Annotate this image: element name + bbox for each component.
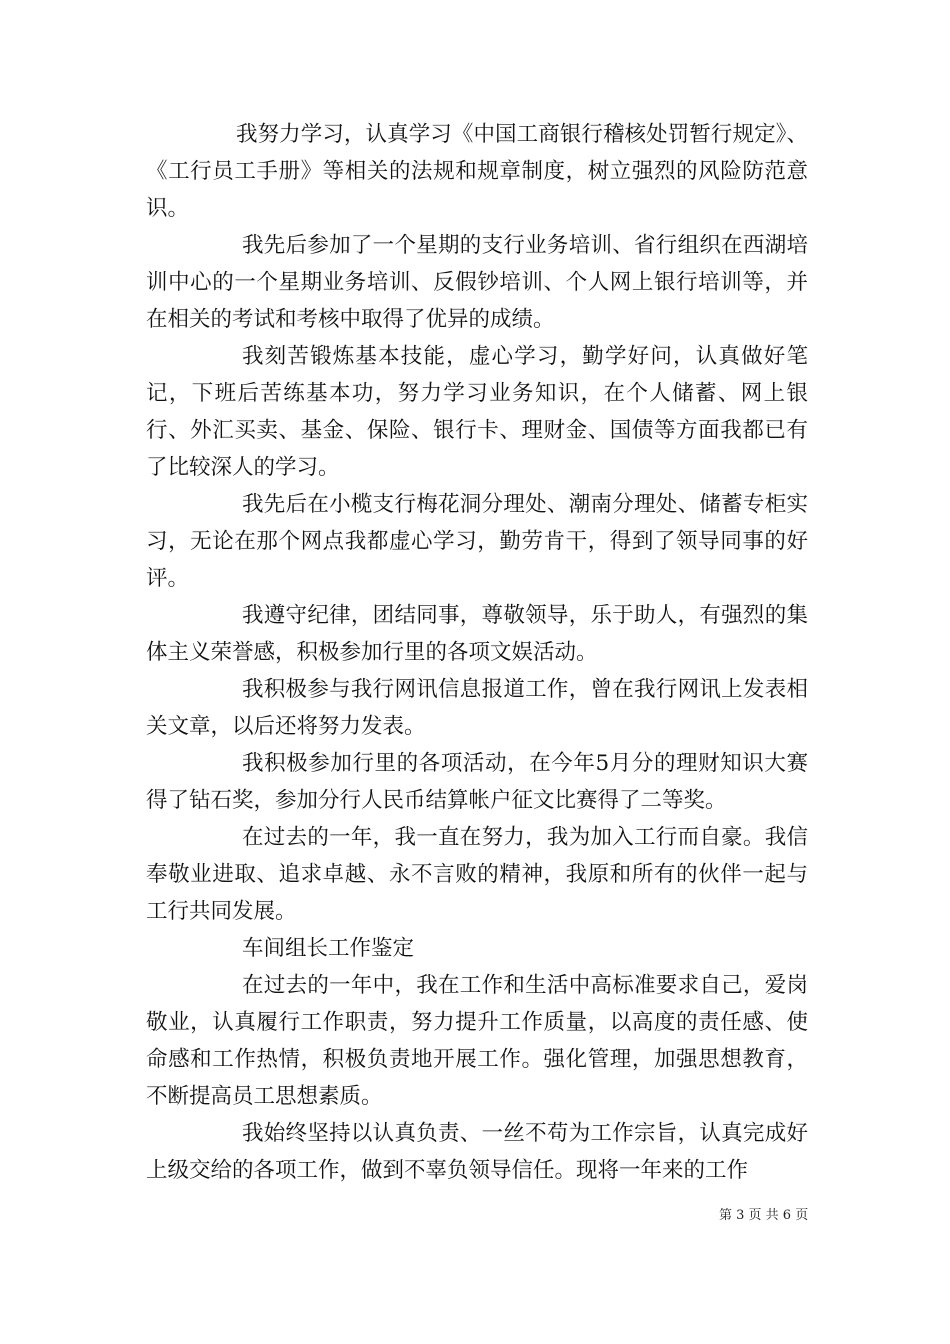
paragraph-training: 我先后参加了一个星期的支行业务培训、省行组织在西湖培训中心的一个星期业务培训、反假钞培训、个人网上银行培训等，并在相关的考试和考核中取得了优异的成绩。 (146, 233, 808, 332)
paragraph-work-principle: 我始终坚持以认真负责、一丝不苟为工作宗旨，认真完成好上级交给的各项工作，做到不辜负领导信任。现将一年来的工作 (146, 1121, 808, 1183)
paragraph-year-summary: 在过去的一年，我一直在努力，我为加入工行而自豪。我信奉敬业进取、追求卓越、永不言败的精神，我原和所有的伙伴一起与工行共同发展。 (146, 825, 808, 924)
paragraph-discipline: 我遵守纪律，团结同事，尊敬领导，乐于助人，有强烈的集体主义荣誉感，积极参加行里的各项文娱活动。 (146, 603, 808, 665)
paragraph-basic-skills: 我刻苦锻炼基本技能，虚心学习，勤学好问，认真做好笔记，下班后苦练基本功，努力学习业务知识，在个人储蓄、网上银行、外汇买卖、基金、保险、银行卡、理财金、国债等方面我都已有了比较深人的学习。 (146, 344, 808, 480)
paragraph-news-reporting: 我积极参与我行网讯信息报道工作，曾在我行网讯上发表相关文章，以后还将努力发表。 (146, 677, 808, 739)
paragraph-work-standards: 在过去的一年中，我在工作和生活中高标准要求自己，爱岗敬业，认真履行工作职责，努力提升工作质量，以高度的责任感、使命感和工作热情，积极负责地开展工作。强化管理，加强思想教育，不断提高员工思想素质。 (146, 973, 808, 1109)
paragraph-internship: 我先后在小榄支行梅花洞分理处、潮南分理处、储蓄专柜实习，无论在那个网点我都虚心学习，勤劳肯干，得到了领导同事的好评。 (146, 492, 808, 591)
paragraph-study-regulations: 我努力学习，认真学习《中国工商银行稽核处罚暂行规定》、《工行员工手册》等相关的法规和规章制度，树立强烈的风险防范意识。 (146, 122, 808, 221)
page-number-footer: 第 3 页 共 6 页 (719, 1208, 809, 1223)
section-heading: 车间组长工作鉴定 (242, 936, 415, 961)
document-body (146, 116, 808, 1189)
paragraph-activities-awards: 我积极参加行里的各项活动，在今年5月分的理财知识大赛得了钻石奖，参加分行人民币结算帐户征文比赛得了二等奖。 (146, 751, 808, 813)
